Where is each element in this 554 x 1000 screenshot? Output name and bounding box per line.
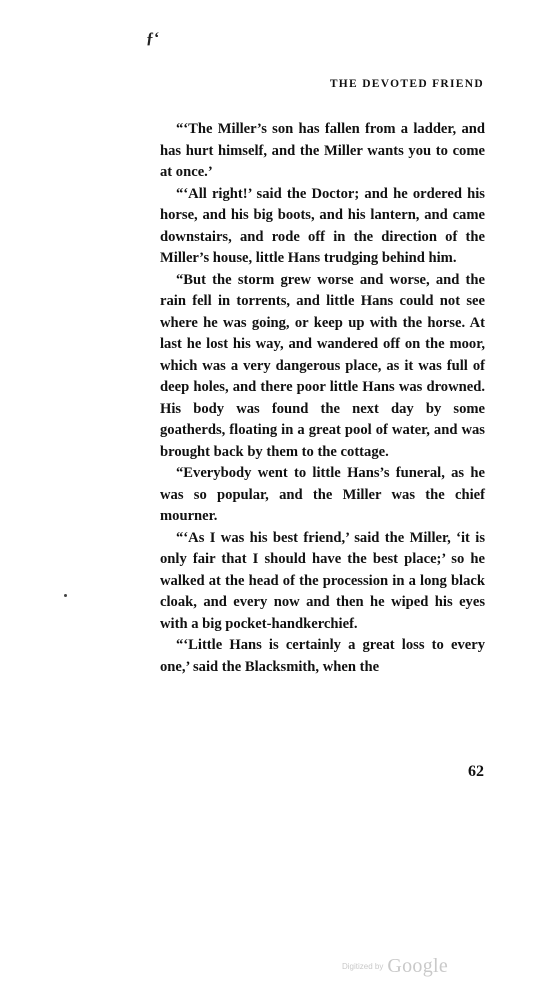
digitized-by-google-watermark bbox=[342, 955, 448, 978]
running-head: THE DEVOTED FRIEND bbox=[329, 78, 484, 90]
paragraph: “‘The Miller’s son has fallen from a ladder, and has hurt himself, and the Miller wants you to come at once.’ bbox=[160, 121, 485, 180]
paragraph: “‘As I was his best friend,’ said the Miller, ‘it is only fair that I should have the best place;’ so he walked at the head of the procession in a long black cloak, and every now and then he wiped his eyes with a big pocket-handkerchief. bbox=[160, 529, 485, 632]
ink-speck bbox=[64, 594, 67, 597]
body-text bbox=[160, 119, 485, 678]
page-number: 62 bbox=[468, 763, 484, 780]
paragraph: “‘All right!’ said the Doctor; and he ordered his horse, and his big boots, and his lantern, and came downstairs, and rode off in the direction of the Miller’s house, little Hans trudging behind him. bbox=[160, 185, 485, 266]
paragraph: “Everybody went to little Hans’s funeral, as he was so popular, and the Miller was the chief mourner. bbox=[160, 465, 485, 524]
watermark-prefix: Digitized by bbox=[342, 962, 384, 971]
stray-ink-mark: ƒʻ bbox=[146, 30, 160, 47]
google-logo: Google bbox=[387, 955, 449, 977]
paragraph: “‘Little Hans is certainly a great loss to every one,’ said the Blacksmith, when the bbox=[160, 637, 485, 675]
paragraph: “But the storm grew worse and worse, and the rain fell in torrents, and little Hans could not see where he was going, or keep up with the horse. At last he lost his way, and wandered off on the moor, which was a very dangerous place, as it was full of deep holes, and there poor little Hans was drowned. His body was found the next day by some goatherds, floating in a great pool of water, and was brought back by them to the cottage. bbox=[160, 271, 485, 460]
